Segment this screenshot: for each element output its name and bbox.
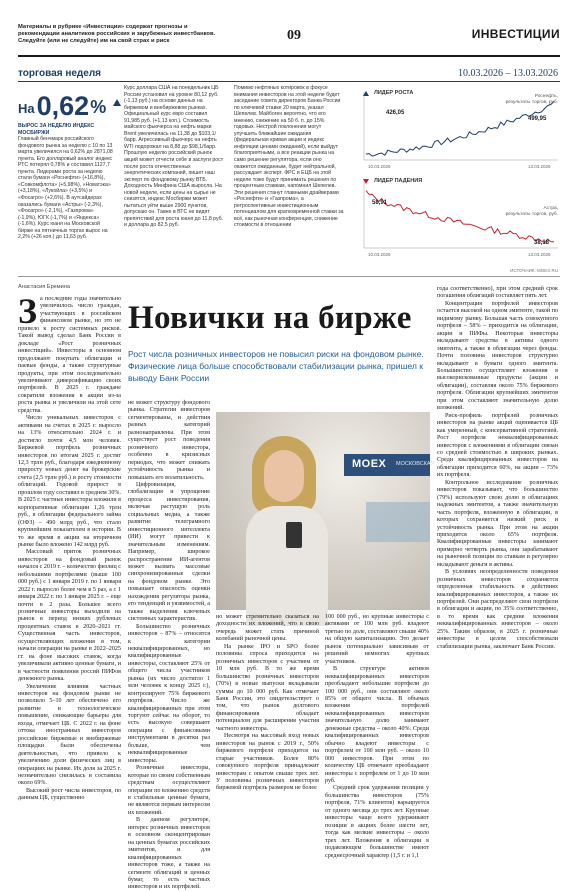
article-column-4: [325, 614, 429, 859]
article-column-5: [437, 286, 558, 830]
chart-leader-caption-desc: результаты торгов, руб.: [505, 99, 558, 105]
article-paragraph: В данном регуляторе, интерес розничных инвесторов в основном сконцентрирован на ценных бумагах российских эмитентов, и для квалифицированных инвесторов тоже, а также на сегменте облигаций и ценных бумаг, то есть частных инвесторов и их портфелей.: [128, 817, 210, 891]
week-column-2: Курс доллара США на понедельник ЦБ России установил на уровне 80,12 руб. (-1,13 руб.) на основе данных на биржевом и внебиржевом рынках. Официальный курс евро составил 91,985 руб. (+1,13 коп.). Стоимость майского фьючерса на нефть марки Brent увеличилась на 11,38 до $103,1/барр. Агрессивный фьючерс на нефть WTI подорожал на 8,88 до $98,1/барр. Прошлую неделю российский рынок акций может отчести себе в заслуги рост после роста отечественных энергетических компаний, пишет наш эксперт по фондовому рынку ВТБ. Доходность Минфина США выросла. На новой неделе, если цены на сырье не снизятся, индекс Мосбиржи может пытаться уйти выше 2900 пунктов, допускаю он. Также в ВТС не видят препятствий для роста юаня до 11,8 руб. и доллара до 82,5 руб.: [124, 85, 224, 229]
article-paragraph: Контрольное исследование розничных инвесторов показывает, что большинство (79%) используют свою долю в облигациях надежных эмитентов, а также значительную часть портфеля, вложенную в облигации, в которых сохраняется низкий риск и устойчивость рынка. При этом на акции приходится около 65% портфеля. Квалифицированные инвесторы занимают примерно четверть рынка, они зарабатывают на рыночной позиции по ставкам и регулярно вкладывают деньги в активы.: [437, 479, 558, 568]
article-paragraph: На рынке IPO и SPO более половины спроса приходится на розничных инвесторов с участием от 10 млн руб. В то же время большинство розничных инвесторов (70%) в новые выпуски вкладывали суммы до 10 000 руб. Как отмечает Банк России, это свидетельствует о том, что рынок долгового финансирования обладает потенциалом для расширения участия частного инвестора.: [216, 643, 319, 732]
photo-person: [246, 436, 328, 616]
week-column-1-text: Главный бенчмарк российского фондового рынка за неделю с 10 по 13 марта увеличился на 0,62% до 2871,08 пункта. Его долларовый аналог индекс РТС потерял 0,78% и составил 1127,7 пункта. Лидерами роста за неделю стали бумаги «Роснефти» (+16,8%), «Совкомфлота» (+5,98%), «Новатэка» (+3,18%), «Лукойла» (+3,5%) и «Фосагро» (+2,6%). В аутсайдерах оказались бумаги «Астры» (-2,3%), «Фосагро» (-2,1%), «Газпрома» (-1,9%), ЮГК (-1,7%) и «Яндекса» (-1,6%). Курс юаня на Московской бирже на пятничных торгах вырос на 2,2% (+26 коп.) до 11,63 руб.: [18, 136, 113, 241]
article-subhead: Рост числа розничных инвесторов не повысил риски на фондовом рынке. Физические лица больше способствовали стабилизации рынка, пришел к выводу Банк России: [128, 349, 424, 383]
week-column-1: [18, 123, 113, 241]
article-paragraph: года соответственно), при этом средний срок погашения облигаций составляет пять лет.: [437, 286, 558, 300]
article-paragraph: Розничные инвесторы, которые по своим собственным средствам осуществляют операции по вложению средств в стабильные ценные бумаги, не являются первым интересом их вложений.: [128, 765, 210, 816]
article-column-3: [216, 614, 319, 830]
chart-leader-label: ЛИДЕР РОСТА: [374, 90, 414, 96]
article-dropcap: З: [18, 291, 38, 331]
article-paragraph: Риск-профиль портфелей розничных инвесторов на рынке акций оценивается ЦБ как умеренный, с консервативной стратегией. Рост портфеля неквалифицированных инвесторов с вложениями в облигации связан со средней стоимостью в широких рынках. Среди квалифицированных инвесторов на облигации приходится 60%, на акции – 73% их портфеля.: [437, 412, 558, 479]
chart-source: ИСТОЧНИК: MOEX.RU: [510, 268, 558, 273]
trading-week-title: торговая неделя: [18, 68, 102, 79]
index-change-value: 0,62: [36, 91, 90, 121]
article-paragraph: В структуре активов неквалифицированных инвесторов преобладают небольшие портфели до 100 000 руб., они составляют около 85% от общего числа. В объемах вложения портфелей неквалифицированных инвесторов значительную долю занимают денежные средства – около 40%. Среди квалифицированных инвесторов обычно владеют инвесторы с портфелем от 100 млн руб. – около 10 000 инвесторов. При этом по количеству ЦБ отмечают преобладают инвесторы с портфелем от 1 до 10 млн руб.: [325, 666, 429, 784]
chart-loser-date-end: 13.03.2026: [528, 252, 551, 257]
chart-leader-date-start: 10.03.2026: [368, 164, 391, 169]
page-header: [18, 24, 560, 54]
article-column-1: [18, 291, 122, 830]
article-author: Анастасия Еремина: [18, 284, 70, 290]
chart-loser-start-value: 58,91: [372, 200, 388, 206]
article-paragraph: Концентрация портфелей инвесторов остается высокой на одном эмитенте, такой по видимому рынку. Большая часть совокупного портфеля – 58% – приходится на облигации, акции и ПИФы. Некоторые инвесторы вкладывают средства в активы одного эмитента, а также в облигации через фонды. Почти половина инвесторов структурно вкладывают в бумаги одного эмитента. Большинство осуществляет вложения в высокорискованные продукты (акции и облигации), составляя около 75% биржевого портфеля. Облигации крупнейших эмитентов при этом составляют значительную долю вложений.: [437, 300, 559, 412]
index-change-prefix: На: [18, 101, 35, 116]
chart-loser-label: ЛИДЕР ПАДЕНИЯ: [374, 178, 423, 184]
chart-leader-caption: [506, 94, 558, 106]
article-paragraph: Большинство розничных инвесторов – 87% – относятся к категории неквалифицированных, но квалифицированные инвесторы, составляют 25% от общего числа участников рынка (их число достигло 1 млн человек к концу 2025 г.), контролируют 75% биржевого портфеля. Число же квалифицированных при этом торгуют сейчас на оборот, то есть высокую совершают операции с финансовыми инструментами в десятки раз больше, чем неквалифицированные инвесторы.: [128, 623, 210, 764]
section-rule: [18, 276, 560, 277]
article-column-2: [128, 400, 210, 891]
phone-icon: [286, 522, 302, 548]
article-paragraph: Цифровизация, глобализация и упрощение процесса инвестирования, включая растущую роль социальных медиа, а также развитие телеграмного инвестиционного интеллекта (ИИ) могут привести к значительным изменениям. Например, широкое распространение ИИ-агентов может вызвать массовые синхронизированные сделки на фондовом рынке. Это повышает опасность оценки нахождения регулятора рынка, его тенденций и уязвимостей, а также выделения ключевых системных характеристик.: [128, 481, 210, 623]
page-number: 09: [287, 28, 301, 43]
trading-week-dates: 10.03.2026 – 13.03.2026: [458, 68, 558, 79]
article-paragraph: Несмотря на массовый вход новых инвесторов на рынок с 2019 г., 50% биржевого портфеля приходится на старые участников. Более 80% совокупного портфеля принадлежит инвесторам с опытом свыше трех лет. У половины розничных инвесторов биржевой портфель размером не более: [216, 733, 319, 792]
chart-loser-caption: [506, 206, 558, 218]
week-column-3: Помимо нефтяных котировок в фокусе внимания инвесторов на этой неделе будет заседание совета директоров Банка России по ключевой ставке 20 марта, указал Шепелев. Майбоген вероятно, что его мнению, снижение на 50 б. п. до 15% годовых. Нестрой поклонения могут улучшить ближайшие ожидания (федеральная кривая акции и индекс инфляции ценами ожиданий), если выйдут благоприятными, а все реакции рынка на само решение регулятора, если оно окажется ожиданным, будет нейтральной, рассуждает эксперт. ФРС и ЕЦБ на этой неделе тоже будут принимать решения по процентным ставкам, напомнил Шепелев. Эти решения станут главными драйверами «Роснефти» и «Газпрома», а ретроспективные инвестиционным потенциалом для кратковременной ставки за всё, как рыночная конференция, снижение стоимости в отношении: [234, 85, 344, 229]
article-paragraph: Средний срок удержания позиции у большинства инвесторов (75% портфеля, 71% клиентов) варьируется от одного месяца до трех лет. Крупные инвесторы чаще всего удерживают позиции в акциях более шести лет, тогда как мелкие инвесторы – около трех лет. Вложения в облигации в подавляющем большинстве имеют среднесрочный характер (1,5 г. и 1,1: [325, 785, 429, 859]
article-paragraph: 100 000 руб., но крупные инвесторы с активами от 100 млн руб. владеют третью по доле, составляют свыше 40% на общую капитализацию. Это делает рынок потенциально зависимым от решений немногих крупных участников.: [325, 614, 429, 665]
chart-loser-caption-desc: результаты торгов, руб.: [505, 211, 558, 217]
chart-leader-start-value: 426,05: [386, 110, 405, 116]
section-title: ИНВЕСТИЦИИ: [471, 27, 560, 41]
chart-loser-svg: [362, 178, 560, 262]
article-paragraph: Высокий рост числа инвесторов, по данным ЦБ, существенно: [18, 787, 121, 802]
article-paragraph: Число уникальных инвесторов с активами на счетах в 2025 г. выросло на 13% относительно 2024 г. и достигло почти 4,5 млн человек. Биржевой портфель розничных инвесторов по итогам 2025 г. достиг 12,3 трлн руб., благодаря ежедневному приросту новых денег на брокерские счета (2,5 трлн руб.) и росту стоимости облигаций. Годовой прирост в прошлом году составил в среднем 30%. В 2025 г. частные инвесторы вложили в корпоративные облигации 1,26 трлн руб., в облигации федерального займа (ОФЗ) – 490 млрд руб., что стало крупнейшим показателем в истории. В то же время в акции на вторичном рынке было вложено 142 млрд руб.: [18, 415, 122, 548]
trading-week-rule: [18, 81, 560, 82]
article-photo: [216, 412, 435, 610]
chart-leader: [362, 90, 560, 174]
week-column-1-head: ВЫРОС ЗА НЕДЕЛЮ ИНДЕКС МОСБИРЖИ: [18, 123, 95, 136]
index-change-unit: %: [90, 97, 107, 117]
chart-leader-date-end: 13.03.2026: [528, 164, 551, 169]
chart-loser-date-start: 10.03.2026: [368, 252, 391, 257]
chart-loser-caption-company: Астра,: [543, 206, 558, 211]
article-headline: Новички на бирже: [128, 300, 412, 336]
article-paragraph: Массовый приток розничных инвесторов на фондовый рынок начался с 2019 г. – количество физлиц с небольшими портфелями (выше 100 000 руб.) с 1 января 2019 г. по 1 января 2022 г. выросло более чем в 5 раз, а с 1 января 2022 г. по 1 января 2025 г. – еще почти в 2 раза. Большее всего розничные инвесторы выходили на рынок в период низких рублевых процентных ставок в 2020–2021 гг. Существенная часть инвесторов, осуществляющих вложения в том, начали операции на рынке в 2022–2025 гг. на фоне высоких ставок, когда увеличивали активно ценные бумаги, и в частности появления россий ПИФов денежного рынка.: [18, 549, 122, 683]
moex-sign: MOEX МОСКОВСКАЯ: [344, 454, 430, 476]
chart-loser: [362, 178, 560, 262]
article-paragraph: но может стремительно сказаться на доходности их вложений, что в свою очередь может стать причиной колебаний рыночной цены.: [216, 614, 319, 643]
chart-loser-end-value: 38,18: [534, 240, 550, 246]
article-paragraph: В условиях неопределенности поведения розничных инвесторов сохраняется определенная стабильность в действиях квалифицированных инвесторов, а также их портфелей. Они распределяют свои портфели в облигации и акции, по 35% соответственно, в то время как средние вложения неквалифицированных инвесторов – около 25%. Таким образом, в 2025 г. розничные инвесторы в целом способствовали стабилизации рынка, заключает Банк России.: [437, 569, 558, 650]
article-paragraph: не может структуру фондового рынка. Стратегии инвесторов сегментированы, и действия разных категорий разнонаправлены. При этом существует рост поведения розничного инвестора, особенно в кризисных периодах, что может снижать устойчивость рынка и повышать его волатильность.: [128, 400, 210, 481]
moex-logo: MOEX: [352, 458, 387, 470]
section-disclaimer: Материалы в рубрике «Инвестиции» содержат прогнозы и рекомендации аналитиков российских и зарубежных инвестбанков. Следуйте (или не следуйте) им на свой страх и риск: [18, 24, 216, 45]
chart-leader-caption-company: Роснефть,: [534, 94, 558, 99]
article-paragraph: Увеличение влияния частных инвесторов на фондовом рынке не позволило 5–10 лет обеспечено его развитие и технологическое повышение, снижающие барьеры для входа, отмечает ЦБ. С 2022 г. на фоне оттока иностранных инвесторов российские биржевые и внебиржевые площадки были обеспечены деятельностью, что привело к увеличению доли физических лиц в операциях на рынке. Их доля за 2025 г. незначительно снизилась и составила около 69%.: [18, 683, 121, 787]
arrow-up-icon: [113, 99, 121, 106]
header-rule: [18, 55, 560, 57]
chart-leader-end-value: 499,95: [528, 116, 547, 122]
index-change: [18, 88, 106, 120]
article-paragraph: а последние годы значительно увеличилось число граждан, участвующих в российском финансовом рынке, но это не привело к росту системных рисков. Такой вывод сделал Банк России в докладе «Рост розничных инвестиций». Инвесторы в основном продолжают покупать облигации и паевые фонды, а также структурные продукты, при этом последовательно увеличивают диверсификацию своих портфелей. В 2025 г. граждане сократили вложения в акции из-за роста рынка и увеличили на этой сете средства.: [18, 296, 121, 414]
